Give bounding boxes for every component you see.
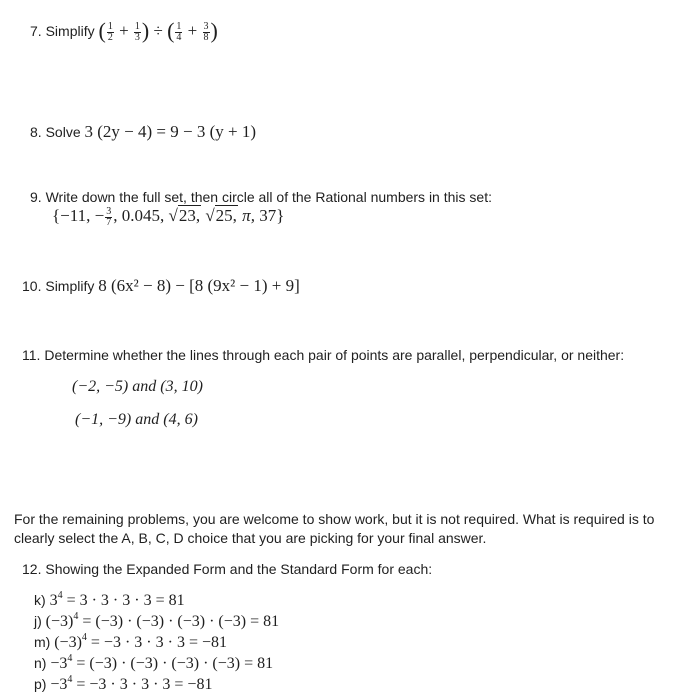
question-label: Solve [45, 124, 81, 140]
question-label: Determine whether the lines through each pair of points are parallel, perpendicular, or neither: [44, 347, 625, 363]
item-tag: k) [34, 592, 46, 608]
item-tag: p) [34, 676, 47, 692]
instructions-paragraph: For the remaining problems, you are welcome to show work, but it is not required. What is required is to clearly select the A, B, C, D choice that you are picking for your final answer. [14, 511, 655, 546]
list-item: m) $(-3)^4 = -3 \cdot 3 \cdot 3 \cdot 3 = -81$ [34, 632, 227, 651]
question-7 [30, 18, 218, 44]
question-number: 11. [22, 347, 41, 363]
list-item: $n) -3^4 = (-3) \cdot (-3) \cdot (-3) \cdot (-3) = 81$ [34, 653, 274, 672]
item-expression: = −3 · 3 · 3 · 3 = −81 [76, 676, 213, 693]
question-label: Simplify [45, 278, 95, 294]
set-item: 37 [259, 206, 277, 225]
item-tag: j) [34, 613, 42, 629]
item-expression: = −3 · 3 · 3 · 3 = −81 [90, 634, 227, 651]
question-number: 12. [22, 561, 42, 577]
q10-expression: 8 (6x² − 8) − [8 (9x² − 1) + 9] [98, 276, 300, 295]
question-8 [30, 122, 256, 142]
list-item: $p) -3^4 = -3 \cdot 3 \cdot 3 \cdot 3 = -81$ [34, 674, 213, 693]
question-label: Showing the Expanded Form and the Standard Form for each: [45, 561, 433, 577]
item-expression: = 3 · 3 · 3 · 3 = 81 [66, 592, 185, 609]
question-number: 9. [30, 189, 42, 205]
sqrt-symbol: √25, [205, 206, 237, 225]
sqrt-symbol: √23, [168, 206, 201, 225]
point-pair: (−2, −5) and (3, 10) [72, 378, 203, 395]
question-label: Write down the full set, then circle all of the Rational numbers in this set: [45, 189, 492, 205]
set-item: π, [242, 206, 255, 225]
item-expression: = (−3) · (−3) · (−3) · (−3) = 81 [82, 613, 280, 630]
q7-expression: ( $\frac{1}{2}$ + $\frac{1}{3}$ ) ÷ ( $\frac{1}{4}$ + $\frac{3}{8}$ ) [98, 18, 218, 43]
list-item: j) $(-3)^4 = (-3) \cdot (-3) \cdot (-3) \cdot (-3) = 81$ [34, 611, 280, 630]
question-9 [30, 189, 492, 205]
point-pair: (−1, −9) and (4, 6) [75, 411, 198, 428]
set-item: −11, [60, 206, 91, 225]
question-number: 7. [30, 23, 42, 39]
set-item: 0.045, [121, 206, 165, 225]
question-12 [22, 561, 432, 577]
question-label: Simplify [45, 23, 95, 39]
question-10 [22, 276, 300, 296]
question-11 [22, 347, 624, 363]
item-tag: n) [34, 655, 47, 671]
item-tag: m) [34, 634, 51, 650]
q9-set: {−11, − $\frac{3}{7}$ , 0.045, √23, √25, π, 37} [52, 205, 285, 228]
q8-equation: 3 (2y − 4) = 9 − 3 (y + 1) [84, 122, 256, 141]
item-expression: = (−3) · (−3) · (−3) · (−3) = 81 [76, 655, 274, 672]
question-number: 8. [30, 124, 42, 140]
question-number: 10. [22, 278, 42, 294]
list-item: k) $3^4 = 3 \cdot 3 \cdot 3 \cdot 3 = 81$ [34, 590, 185, 609]
